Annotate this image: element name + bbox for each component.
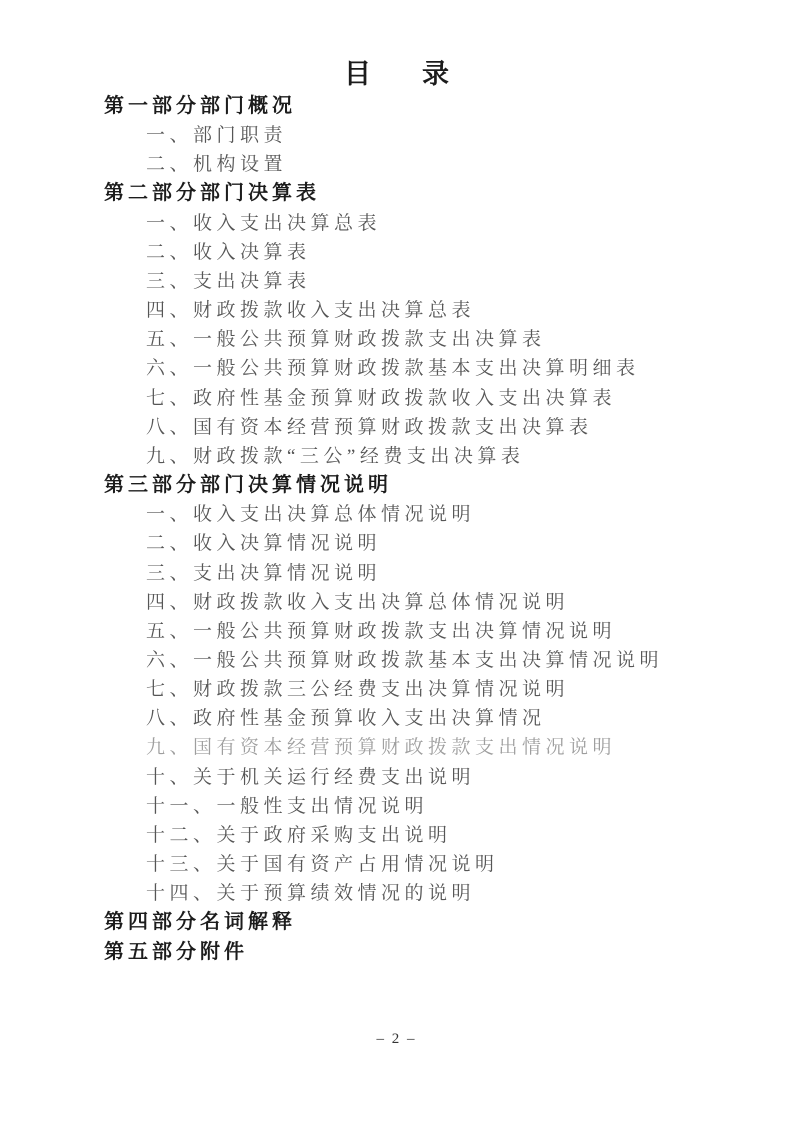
toc-item: 四、财政拨款收入支出决算总表 [146,300,476,322]
toc-item: 三、支出决算情况说明 [146,562,382,584]
toc-item: 五、一般公共预算财政拨款支出决算表 [146,329,546,351]
toc-item: 九、国有资本经营预算财政拨款支出情况说明 [146,737,617,759]
toc-item: 四、财政拨款收入支出决算总体情况说明 [146,591,570,613]
toc-item: 一、收入支出决算总表 [146,212,382,234]
toc-item: 十、关于机关运行经费支出说明 [146,766,476,788]
toc-item: 十四、关于预算绩效情况的说明 [146,883,476,905]
toc-item: 八、国有资本经营预算财政拨款支出决算表 [146,416,593,438]
toc-item: 六、一般公共预算财政拨款基本支出决算明细表 [146,358,640,380]
toc-item: 七、财政拨款三公经费支出决算情况说明 [146,679,570,701]
toc-item: 二、收入决算表 [146,241,311,263]
toc-item: 五、一般公共预算财政拨款支出决算情况说明 [146,620,617,642]
toc-item: 二、收入决算情况说明 [146,533,382,555]
toc-section-heading: 第四部分名词解释 [104,911,296,934]
toc-section-heading: 第二部分部门决算表 [104,182,320,205]
page-number: – 2 – [376,1031,417,1047]
toc-item: 三、支出决算表 [146,270,311,292]
toc-item: 二、机构设置 [146,154,288,176]
toc-section-heading: 第三部分部门决算情况说明 [104,474,392,497]
toc-item: 七、政府性基金预算财政拨款收入支出决算表 [146,387,617,409]
toc-item: 一、收入支出决算总体情况说明 [146,504,476,526]
toc-item: 九、财政拨款“三公”经费支出决算表 [146,445,525,467]
toc-item: 十一、一般性支出情况说明 [146,795,429,817]
toc-item: 六、一般公共预算财政拨款基本支出决算情况说明 [146,649,664,671]
page-title: 目 录 [344,59,461,89]
toc-section-heading: 第五部分附件 [104,940,248,963]
toc-section-heading: 第一部分部门概况 [104,95,296,117]
toc-item: 十三、关于国有资产占用情况说明 [146,854,499,876]
toc-item: 八、政府性基金预算收入支出决算情况 [146,708,546,730]
toc-item: 十二、关于政府采购支出说明 [146,824,452,846]
toc-item: 一、部门职责 [146,125,288,147]
toc [0,92,793,967]
